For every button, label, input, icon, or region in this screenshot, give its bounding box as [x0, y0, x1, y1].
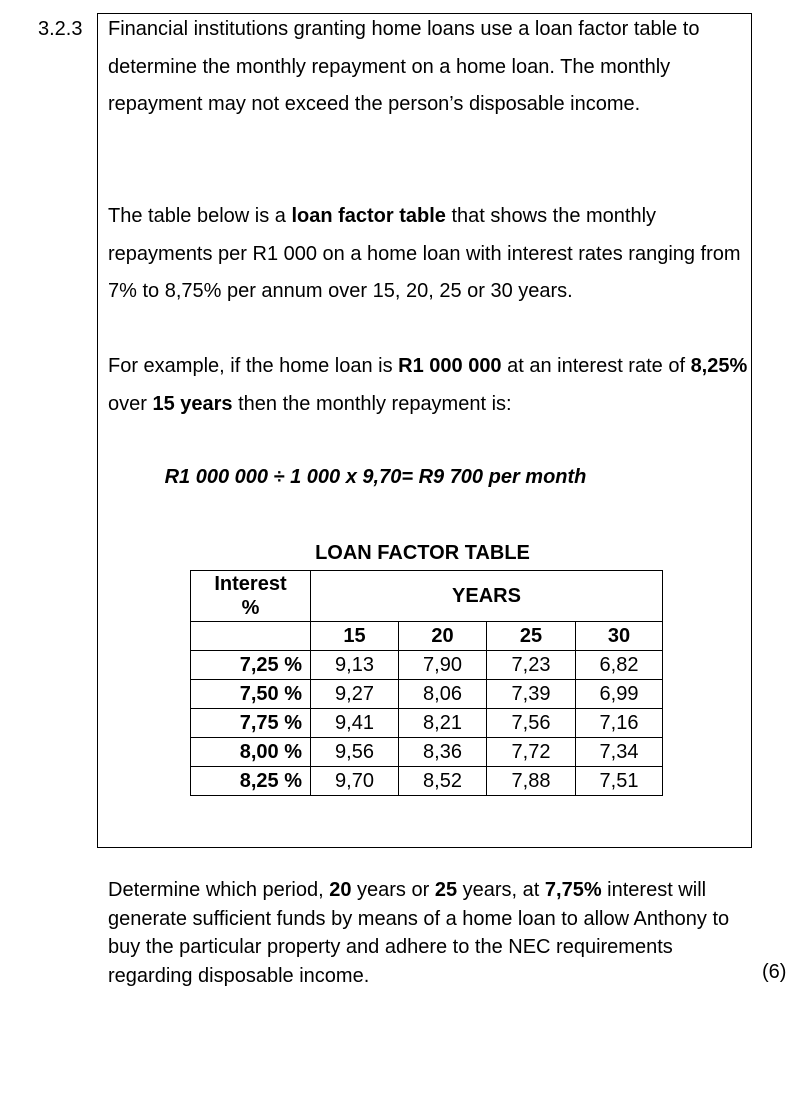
rate-cell: 8,25 % — [191, 767, 311, 796]
interest-header — [191, 571, 311, 622]
year-15: 15 — [311, 622, 399, 651]
factor-cell: 7,56 — [487, 709, 576, 738]
para3-period: 15 years — [152, 392, 233, 415]
interest-header-label: Interest — [214, 573, 287, 595]
marks-allocation: (6) — [762, 961, 787, 983]
table-row — [191, 680, 663, 709]
factor-cell: 9,27 — [311, 680, 399, 709]
loan-factor-table — [190, 570, 663, 796]
question-text-c: years or — [351, 879, 435, 901]
table-row — [191, 767, 663, 796]
factor-cell: 8,21 — [399, 709, 487, 738]
factor-cell: 9,13 — [311, 651, 399, 680]
para2-text-c: that shows the monthly repayments per R1 000 on a home loan with interest rates ranging from 7% to 8,75% per annum over 15, 20, 25 or 30 years. — [108, 205, 741, 302]
table-row — [191, 651, 663, 680]
factor-cell: 8,36 — [399, 738, 487, 767]
factor-cell: 9,56 — [311, 738, 399, 767]
rate-cell: 7,75 % — [191, 709, 311, 738]
year-30: 30 — [576, 622, 663, 651]
years-row-blank — [191, 622, 311, 651]
table-row — [191, 738, 663, 767]
para2-bold-term: loan factor table — [291, 205, 446, 227]
factor-cell: 9,41 — [311, 709, 399, 738]
para3-text-g: then the monthly repayment is: — [232, 392, 512, 415]
table-description-paragraph — [108, 198, 748, 311]
table-title — [98, 542, 753, 565]
formula-text: R1 000 000 ÷ 1 000 x 9,70= R9 700 per month — [164, 466, 587, 488]
para3-text-e: over — [108, 392, 153, 415]
table-row — [191, 709, 663, 738]
question-period-20: 20 — [329, 879, 352, 901]
para3-rate: 8,25% — [690, 355, 748, 377]
question-period-25: 25 — [434, 879, 458, 901]
years-header: YEARS — [311, 571, 663, 622]
question-text-a: Determine which period, — [108, 879, 330, 901]
example-formula — [98, 466, 753, 489]
table-header-row — [191, 571, 663, 622]
factor-cell: 7,23 — [487, 651, 576, 680]
question-text-e: years, at — [457, 879, 545, 901]
question-text — [108, 876, 748, 990]
para3-text-a: For example, if the home loan is — [108, 355, 399, 377]
factor-cell: 6,82 — [576, 651, 663, 680]
question-text-g: interest will generate sufficient funds by means of a home loan to allow Anthony to buy the particular property and adhere to the NEC requirements regarding disposable income. — [108, 879, 730, 987]
question-rate: 7,75% — [544, 879, 602, 901]
intro-paragraph: Financial institutions granting home loans use a loan factor table to determine the monthly repayment on a home loan. The monthly repayment may not exceed the person’s disposable income. — [108, 18, 700, 115]
factor-cell: 7,34 — [576, 738, 663, 767]
factor-cell: 6,99 — [576, 680, 663, 709]
factor-cell: 8,06 — [399, 680, 487, 709]
example-paragraph — [108, 348, 748, 423]
factor-cell: 8,52 — [399, 767, 487, 796]
factor-cell: 9,70 — [311, 767, 399, 796]
para3-text-c: at an interest rate of — [501, 355, 691, 377]
para3-loan-amount: R1 000 000 — [398, 355, 502, 377]
interest-header-unit: % — [241, 597, 260, 619]
year-25: 25 — [487, 622, 576, 651]
rate-cell: 7,50 % — [191, 680, 311, 709]
info-box — [97, 13, 752, 848]
years-row — [191, 622, 663, 651]
factor-cell: 7,90 — [399, 651, 487, 680]
factor-cell: 7,51 — [576, 767, 663, 796]
factor-cell: 7,88 — [487, 767, 576, 796]
table-title-text: LOAN FACTOR TABLE — [315, 542, 530, 564]
question-number: 3.2.3 — [38, 18, 83, 40]
rate-cell: 8,00 % — [191, 738, 311, 767]
rate-cell: 7,25 % — [191, 651, 311, 680]
year-20: 20 — [399, 622, 487, 651]
factor-cell: 7,72 — [487, 738, 576, 767]
para2-text-a: The table below is a — [108, 205, 292, 227]
factor-cell: 7,39 — [487, 680, 576, 709]
factor-cell: 7,16 — [576, 709, 663, 738]
